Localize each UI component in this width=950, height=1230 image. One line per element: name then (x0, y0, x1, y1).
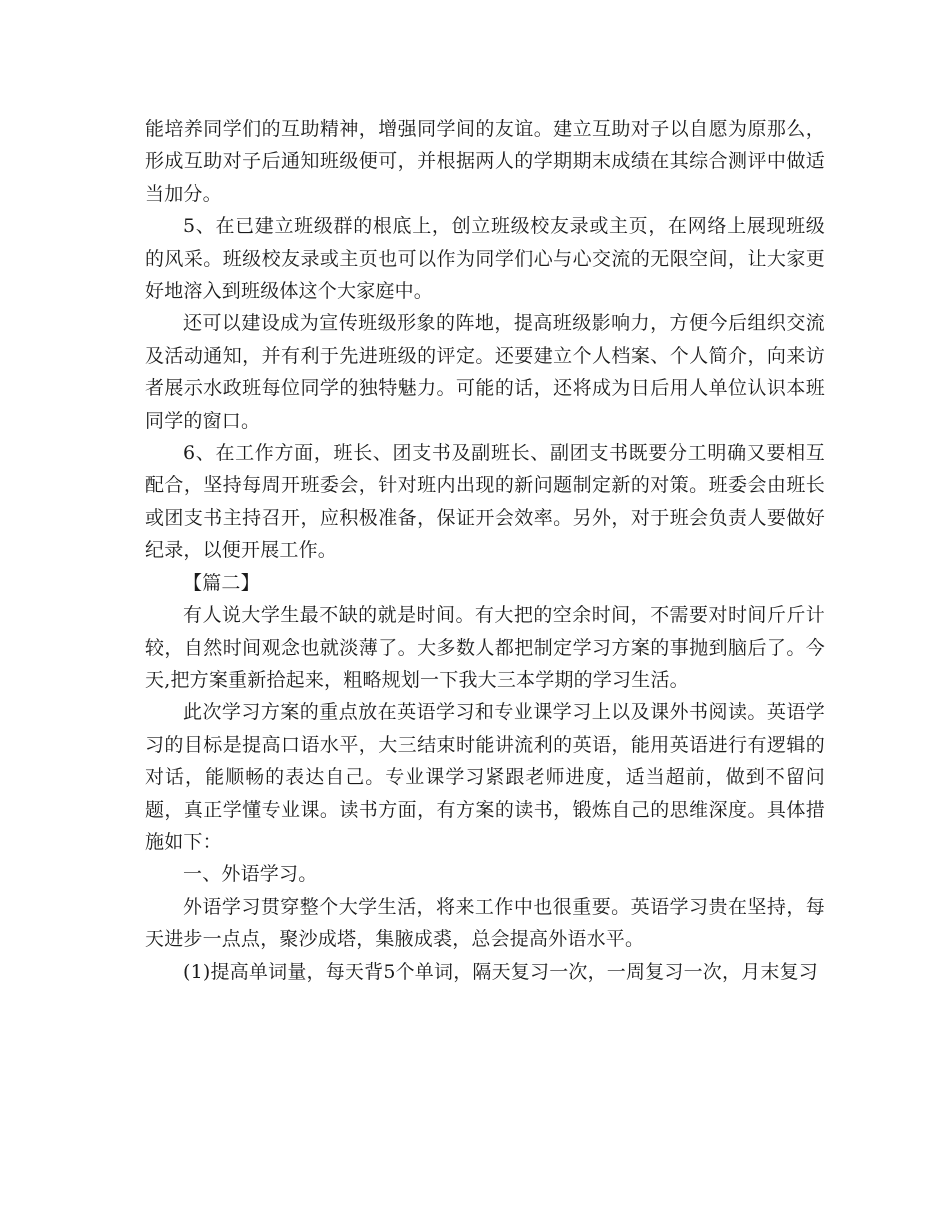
paragraph-foreign-language: 外语学习贯穿整个大学生活，将来工作中也很重要。英语学习贵在坚持，每天进步一点点，聚沙成塔，集腋成裘，总会提高外语水平。 (145, 895, 825, 951)
section-heading-part-two: 【篇二】 (183, 571, 260, 594)
paragraph-website: 还可以建设成为宣传班级形象的阵地，提高班级影响力，方便今后组织交流及活动通知，并有利于先进班级的评定。还要建立个人档案、个人简介，向来访者展示水政班每位同学的独特魅力。可能的话，还将成为日后用人单位认识本班同学的窗口。 (145, 312, 825, 432)
paragraph-continuation: 能培养同学们的互助精神，增强同学间的友谊。建立互助对子以自愿为原那么，形成互助对子后通知班级便可，并根据两人的学期期末成绩在其综合测评中做适当加分。 (145, 118, 825, 205)
paragraph-vocabulary: (1)提高单词量，每天背5个单词，隔天复习一次，一周复习一次，月末复习 (183, 960, 819, 983)
paragraph-item-5: 5、在已建立班级群的根底上，创立班级校友录或主页，在网络上展现班级的风采。班级校友录或主页也可以作为同学们心与心交流的无限空间，让大家更好地溶入到班级体这个大家庭中。 (145, 215, 825, 303)
paragraph-item-6: 6、在工作方面，班长、团支书及副班长、副团支书既要分工明确又要相互配合，坚持每周开班委会，针对班内出现的新问题制定新的对策。班委会由班长或团支书主持召开，应积极准备，保证开会效率。另外，对于班会负责人要做好纪录，以便开展工作。 (145, 442, 825, 562)
subheading-foreign-language: 一、外语学习。 (183, 863, 318, 886)
paragraph-intro: 有人说大学生最不缺的就是时间。有大把的空余时间，不需要对时间斤斤计较，自然时间观念也就淡薄了。大多数人都把制定学习方案的事抛到脑后了。今天,把方案重新拾起来，粗略规划一下我大三本学期的学习生活。 (145, 604, 825, 691)
document-body (145, 113, 825, 988)
paragraph-plan-focus: 此次学习方案的重点放在英语学习和专业课学习上以及课外书阅读。英语学习的目标是提高口语水平，大三结束时能讲流利的英语，能用英语进行有逻辑的对话，能顺畅的表达自己。专业课学习紧跟老师进度，适当超前，做到不留问题，真正学懂专业课。读书方面，有方案的读书，锻炼自己的思维深度。具体措施如下： (145, 701, 825, 853)
